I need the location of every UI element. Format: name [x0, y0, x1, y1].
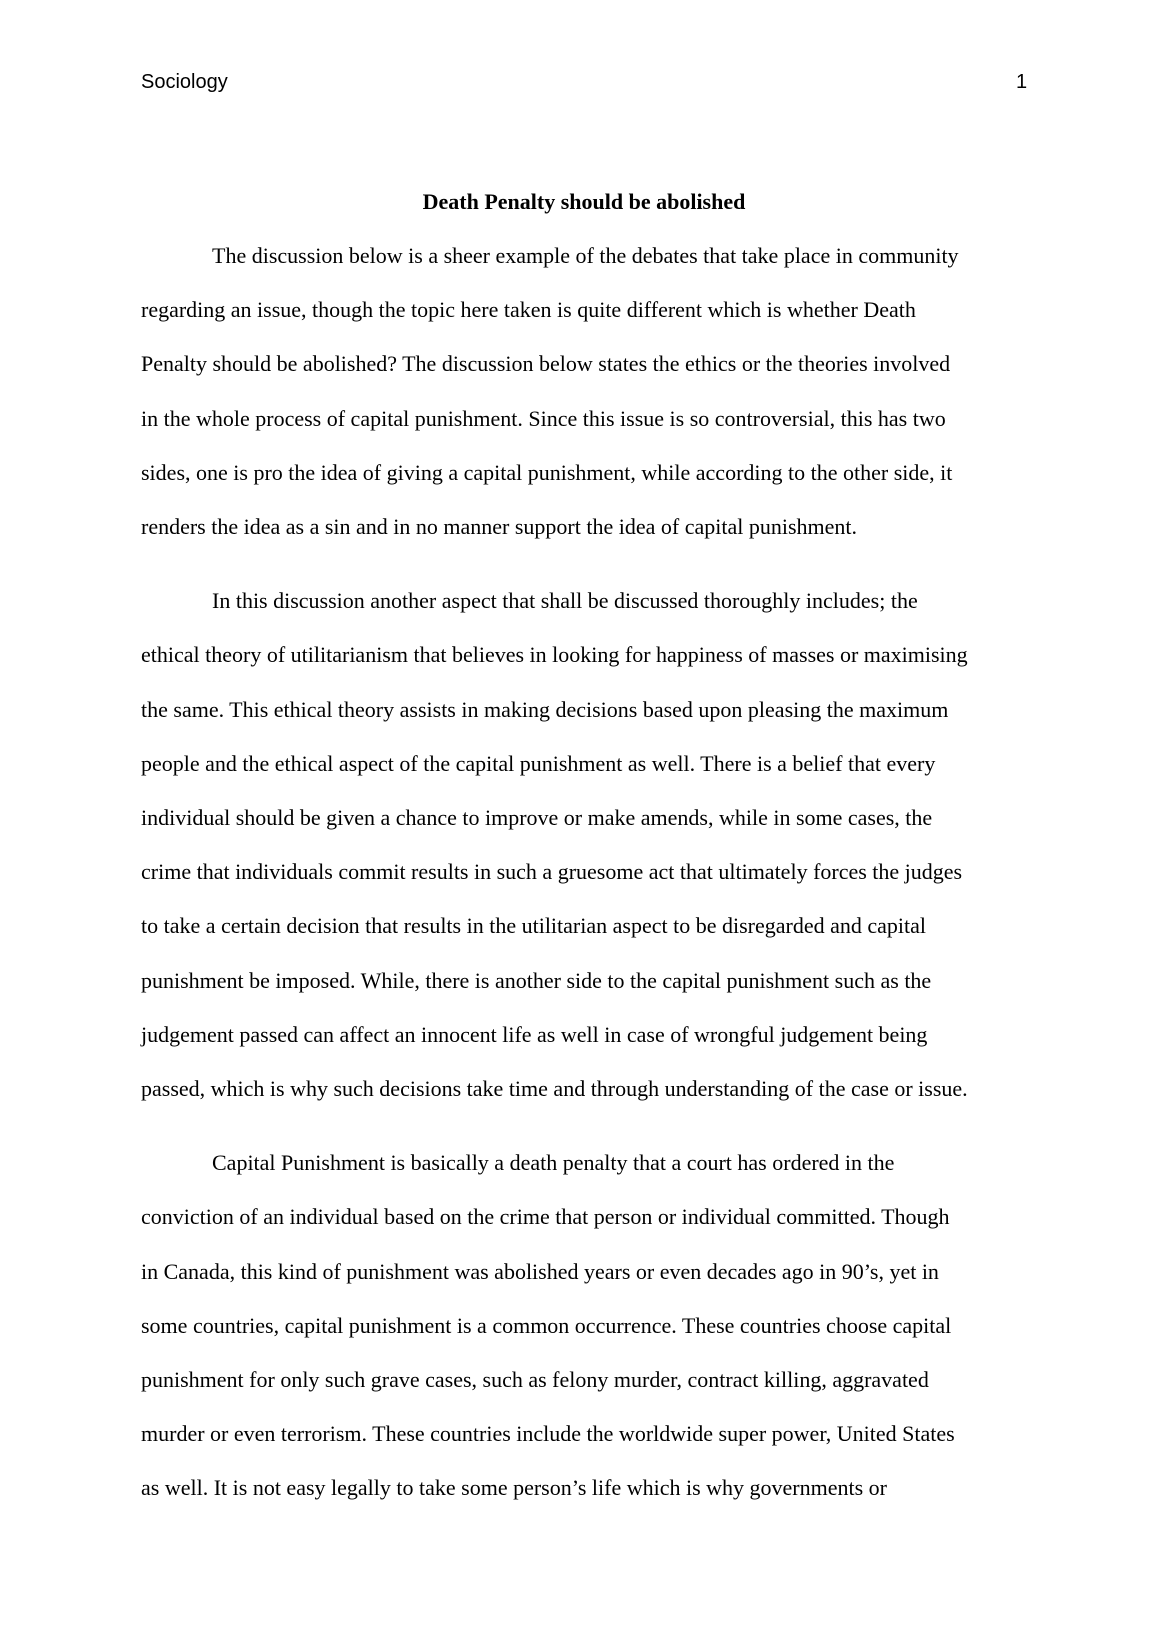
paragraph-line: The discussion below is a sheer example of the debates that take place in community [212, 243, 959, 268]
document-body [141, 229, 1027, 1516]
paragraph-line: punishment be imposed. While, there is another side to the capital punishment such as the [141, 967, 932, 993]
paragraph-line: conviction of an individual based on the crime that person or individual committed. Though [141, 1204, 950, 1230]
paragraph-line: Penalty should be abolished? The discussion below states the ethics or the theories involved [141, 351, 951, 377]
paragraph-line: judgement passed can affect an innocent life as well in case of wrongful judgement being [141, 1021, 928, 1047]
paragraph-line: some countries, capital punishment is a common occurrence. These countries choose capital [141, 1312, 952, 1338]
document-title: Death Penalty should be abolished [422, 189, 746, 214]
paragraph-line: the same. This ethical theory assists in making decisions based upon pleasing the maximum [141, 696, 949, 722]
paragraph-line: individual should be given a chance to improve or make amends, while in some cases, the [141, 805, 933, 831]
paragraph-line: ethical theory of utilitarianism that believes in looking for happiness of masses or maximising [141, 642, 968, 668]
paragraph [141, 574, 1027, 1116]
paragraph-line: in Canada, this kind of punishment was abolished years or even decades ago in 90’s, yet in [141, 1258, 939, 1284]
paragraph-line: people and the ethical aspect of the capital punishment as well. There is a belief that every [141, 750, 936, 776]
paragraph-line: In this discussion another aspect that shall be discussed thoroughly includes; the [212, 588, 918, 614]
paragraph-line: in the whole process of capital punishment. Since this issue is so controversial, this has two [141, 405, 946, 431]
paragraph-line: crime that individuals commit results in such a gruesome act that ultimately forces the judges [141, 859, 963, 885]
paragraph-line: as well. It is not easy legally to take some person’s life which is why governments or [141, 1475, 888, 1501]
paragraph-line: regarding an issue, though the topic here taken is quite different which is whether Death [141, 297, 916, 323]
page-number: 1 [1016, 71, 1028, 93]
paragraph [141, 229, 1027, 554]
paragraph-line: sides, one is pro the idea of giving a capital punishment, while according to the other side, it [141, 459, 953, 485]
paragraph-line: Capital Punishment is basically a death penalty that a court has ordered in the [212, 1150, 895, 1176]
paragraph-line: punishment for only such grave cases, such as felony murder, contract killing, aggravated [141, 1367, 929, 1393]
running-head: Sociology [141, 71, 228, 93]
paragraph-line: passed, which is why such decisions take time and through understanding of the case or issue. [141, 1076, 968, 1102]
paragraph [141, 1136, 1027, 1515]
paragraph-line: murder or even terrorism. These countries include the worldwide super power, United States [141, 1421, 955, 1447]
paragraph-line: renders the idea as a sin and in no manner support the idea of capital punishment. [141, 514, 858, 540]
paragraph-line: to take a certain decision that results in the utilitarian aspect to be disregarded and capital [141, 913, 926, 939]
